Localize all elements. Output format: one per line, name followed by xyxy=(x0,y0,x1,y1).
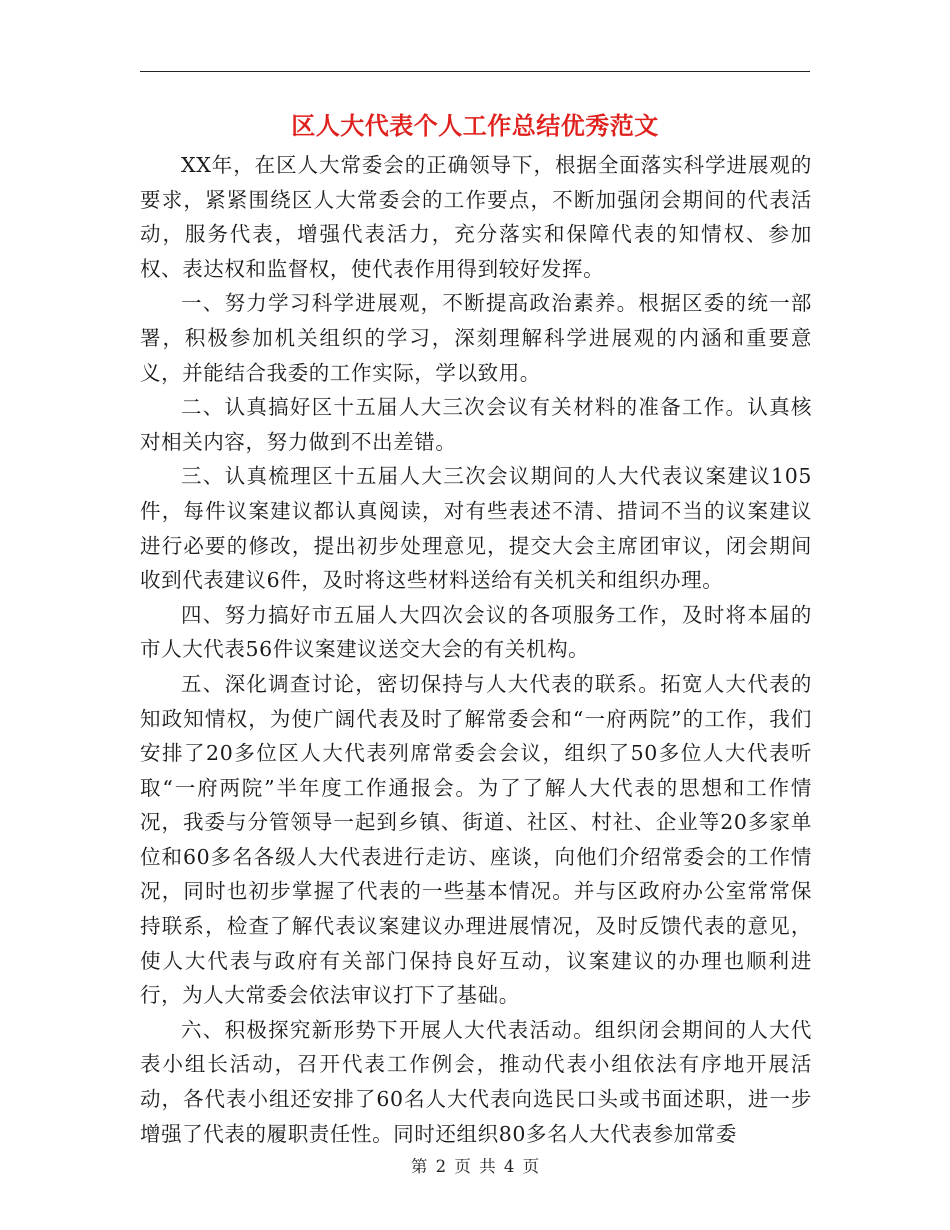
page-number-footer: 第 2 页 共 4 页 xyxy=(410,1157,540,1176)
paragraph-5: 五、深化调查讨论，密切保持与人大代表的联系。拓宽人大代表的知政知情权，为使广阔代表及时了解常委会和“一府两院”的工作，我们安排了20多位区人大代表列席常委会会议，组织了50多位人大代表听取“一府两院”半年度工作通报会。为了了解人大代表的思想和工作情况，我委与分管领导一起到乡镇、街道、社区、村社、企业等20多家单位和60多名各级人大代表进行走访、座谈，向他们介绍常委会的工作情况，同时也初步掌握了代表的一些基本情况。并与区政府办公室常常保持联系，检查了解代表议案建议办理进展情况，及时反馈代表的意见，使人大代表与政府有关部门保持良好互动，议案建议的办理也顺利进行，为人大常委会依法审议打下了基础。 xyxy=(140,671,812,1008)
header-rule xyxy=(140,71,810,72)
document-body xyxy=(140,148,812,1151)
paragraph-intro: XX年，在区人大常委会的正确领导下，根据全面落实科学进展观的要求，紧紧围绕区人大常委会的工作要点，不断加强闭会期间的代表活动，服务代表，增强代表活力，充分落实和保障代表的知情权、参加权、表达权和监督权，使代表作用得到较好发挥。 xyxy=(140,153,812,281)
paragraph-3: 三、认真梳理区十五届人大三次会议期间的人大代表议案建议105件，每件议案建议都认真阅读，对有些表述不清、措词不当的议案建议进行必要的修改，提出初步处理意见，提交大会主席团审议，闭会期间收到代表建议6件，及时将这些材料送给有关机关和组织办理。 xyxy=(140,464,812,593)
document-title: 区人大代表个人工作总结优秀范文 xyxy=(291,111,659,140)
paragraph-2: 二、认真搞好区十五届人大三次会议有关材料的准备工作。认真核对相关内容，努力做到不出差错。 xyxy=(140,395,812,454)
paragraph-6: 六、积极探究新形势下开展人大代表活动。组织闭会期间的人大代表小组长活动，召开代表工作例会，推动代表小组依法有序地开展活动，各代表小组还安排了60名人大代表向选民口头或书面述职，进一步增强了代表的履职责任性。同时还组织80多名人大代表参加常委 xyxy=(140,1017,812,1146)
paragraph-4: 四、努力搞好市五届人大四次会议的各项服务工作，及时将本届的市人大代表56件议案建议送交大会的有关机构。 xyxy=(140,602,812,662)
paragraph-1: 一、努力学习科学进展观，不断提高政治素养。根据区委的统一部署，积极参加机关组织的学习，深刻理解科学进展观的内涵和重要意义，并能结合我委的工作实际，学以致用。 xyxy=(140,291,812,385)
